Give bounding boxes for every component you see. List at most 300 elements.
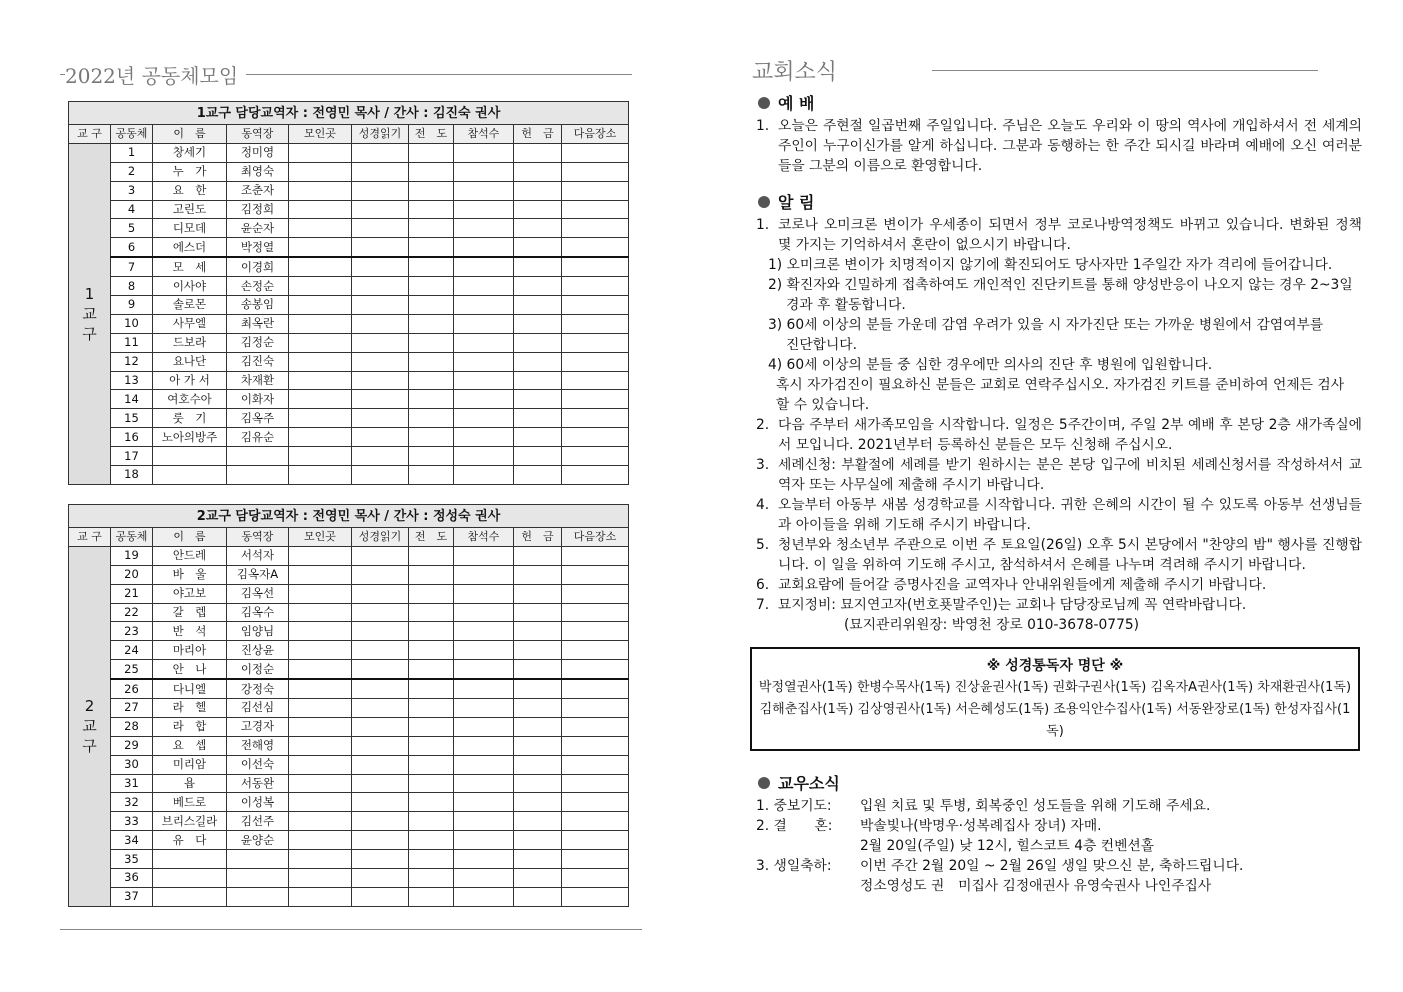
blank-cell[interactable]	[514, 371, 562, 390]
blank-cell[interactable]	[352, 717, 409, 736]
blank-cell[interactable]	[352, 409, 409, 428]
blank-cell[interactable]	[289, 774, 352, 793]
blank-cell[interactable]	[454, 584, 514, 603]
table-row	[69, 774, 629, 793]
notice-item	[752, 415, 1362, 455]
blank-cell[interactable]	[352, 219, 409, 238]
table-row	[69, 390, 629, 409]
blank-cell[interactable]	[409, 409, 454, 428]
blank-cell[interactable]	[514, 447, 562, 466]
blank-cell[interactable]	[454, 774, 514, 793]
group-leader: 이선숙	[227, 755, 289, 774]
blank-cell[interactable]	[289, 314, 352, 333]
blank-cell[interactable]	[514, 565, 562, 584]
group-leader: 김옥수	[227, 603, 289, 622]
blank-cell[interactable]	[409, 546, 454, 565]
blank-cell[interactable]	[454, 314, 514, 333]
blank-cell[interactable]	[514, 699, 562, 718]
blank-cell[interactable]	[289, 622, 352, 641]
members-row-wedding	[752, 816, 1362, 836]
blank-cell[interactable]	[562, 466, 629, 485]
blank-cell[interactable]	[562, 277, 629, 296]
blank-cell[interactable]	[409, 774, 454, 793]
blank-cell[interactable]	[454, 717, 514, 736]
bible-box-title: ※ 성경통독자 명단 ※	[986, 658, 1124, 674]
blank-cell[interactable]	[562, 352, 629, 371]
item-text: 교회요람에 들어갈 증명사진을 교역자나 안내위원들에게 제출해 주시기 바랍니다.	[778, 577, 1267, 593]
blank-cell[interactable]	[352, 352, 409, 371]
blank-cell[interactable]	[562, 793, 629, 812]
group-number: 22	[111, 603, 153, 622]
blank-cell[interactable]	[562, 409, 629, 428]
blank-cell[interactable]	[289, 641, 352, 660]
blank-cell[interactable]	[352, 333, 409, 352]
blank-cell[interactable]	[409, 850, 454, 869]
blank-cell[interactable]	[514, 736, 562, 755]
blank-cell[interactable]	[352, 546, 409, 565]
blank-cell[interactable]	[409, 466, 454, 485]
blank-cell[interactable]	[562, 257, 629, 276]
blank-cell[interactable]	[454, 238, 514, 257]
blank-cell[interactable]	[562, 717, 629, 736]
row-value: 박솔빛나(박명우·성복례집사 장녀) 자매.	[860, 818, 1102, 834]
blank-cell[interactable]	[409, 755, 454, 774]
worship-heading	[758, 91, 1362, 114]
blank-cell[interactable]	[514, 219, 562, 238]
blank-cell[interactable]	[562, 162, 629, 181]
blank-cell[interactable]	[289, 603, 352, 622]
table-row	[69, 622, 629, 641]
group-leader: 김정순	[227, 333, 289, 352]
blank-cell[interactable]	[409, 622, 454, 641]
blank-cell[interactable]	[409, 200, 454, 219]
blank-cell[interactable]	[514, 546, 562, 565]
blank-cell[interactable]	[352, 181, 409, 200]
column-header: 모인곳	[289, 125, 352, 144]
blank-cell[interactable]	[514, 352, 562, 371]
blank-cell[interactable]	[289, 219, 352, 238]
blank-cell[interactable]	[289, 428, 352, 447]
blank-cell[interactable]	[454, 641, 514, 660]
blank-cell[interactable]	[514, 428, 562, 447]
column-header: 교 구	[69, 528, 111, 547]
group-name: 안 나	[153, 660, 227, 679]
blank-cell[interactable]	[409, 447, 454, 466]
group-leader: 김유순	[227, 428, 289, 447]
table-row	[69, 641, 629, 660]
blank-cell[interactable]	[289, 333, 352, 352]
blank-cell[interactable]	[454, 850, 514, 869]
blank-cell[interactable]	[514, 793, 562, 812]
blank-cell[interactable]	[289, 831, 352, 850]
blank-cell[interactable]	[409, 390, 454, 409]
blank-cell[interactable]	[409, 143, 454, 162]
notice-sub-3-cont: 진단합니다.	[786, 337, 858, 353]
table-row	[69, 850, 629, 869]
blank-cell[interactable]	[562, 296, 629, 315]
district-band	[69, 102, 629, 125]
blank-cell[interactable]	[352, 887, 409, 906]
column-header: 교 구	[69, 125, 111, 144]
notice-sub-3: 3) 60세 이상의 분들 가운데 감염 우려가 있을 시 자가진단 또는 가까운 병원에서 감염여부를	[768, 317, 1324, 333]
blank-cell[interactable]	[514, 755, 562, 774]
blank-cell[interactable]	[514, 641, 562, 660]
blank-cell[interactable]	[514, 314, 562, 333]
blank-cell[interactable]	[514, 181, 562, 200]
blank-cell[interactable]	[409, 641, 454, 660]
blank-cell[interactable]	[352, 774, 409, 793]
group-name: 다니엘	[153, 679, 227, 698]
district-band-text: 1교구 담당교역자 : 전영민 목사 / 간사 : 김진숙 권사	[69, 102, 629, 125]
blank-cell[interactable]	[409, 296, 454, 315]
district1-table	[68, 101, 629, 485]
blank-cell[interactable]	[514, 409, 562, 428]
table-row	[69, 736, 629, 755]
blank-cell[interactable]	[514, 390, 562, 409]
blank-cell[interactable]	[562, 546, 629, 565]
blank-cell[interactable]	[454, 603, 514, 622]
blank-cell[interactable]	[289, 409, 352, 428]
blank-cell[interactable]	[289, 371, 352, 390]
blank-cell[interactable]	[352, 162, 409, 181]
blank-cell[interactable]	[352, 869, 409, 888]
blank-cell[interactable]	[514, 660, 562, 679]
blank-cell[interactable]	[289, 736, 352, 755]
group-name: 고린도	[153, 200, 227, 219]
blank-cell[interactable]	[352, 622, 409, 641]
blank-cell[interactable]	[352, 831, 409, 850]
blank-cell[interactable]	[454, 447, 514, 466]
blank-cell[interactable]	[289, 447, 352, 466]
group-leader: 고경자	[227, 717, 289, 736]
blank-cell[interactable]	[352, 812, 409, 831]
table-row	[69, 333, 629, 352]
blank-cell[interactable]	[562, 755, 629, 774]
blank-cell[interactable]	[562, 603, 629, 622]
blank-cell[interactable]	[409, 793, 454, 812]
blank-cell[interactable]	[562, 181, 629, 200]
blank-cell[interactable]	[352, 565, 409, 584]
blank-cell[interactable]	[454, 660, 514, 679]
notice-sub-4: 4) 60세 이상의 분들 중 심한 경우에만 의사의 진단 후 병원에 입원합니다.	[768, 357, 1213, 373]
blank-cell[interactable]	[289, 143, 352, 162]
blank-cell[interactable]	[514, 466, 562, 485]
blank-cell[interactable]	[454, 546, 514, 565]
blank-cell[interactable]	[562, 447, 629, 466]
blank-cell[interactable]	[352, 277, 409, 296]
blank-cell[interactable]	[289, 565, 352, 584]
blank-cell[interactable]	[454, 622, 514, 641]
blank-cell[interactable]	[514, 869, 562, 888]
item-number: 5.	[756, 537, 770, 553]
notice-heading-text: 알 림	[778, 193, 815, 212]
blank-cell[interactable]	[514, 679, 562, 698]
group-name: 요 셉	[153, 736, 227, 755]
column-header: 전 도	[409, 528, 454, 547]
blank-cell[interactable]	[289, 812, 352, 831]
group-number: 28	[111, 717, 153, 736]
blank-cell[interactable]	[562, 622, 629, 641]
blank-cell[interactable]	[409, 812, 454, 831]
blank-cell[interactable]	[289, 584, 352, 603]
blank-cell[interactable]	[562, 641, 629, 660]
group-number: 18	[111, 466, 153, 485]
blank-cell[interactable]	[514, 162, 562, 181]
item-text: 다음 주부터 새가족모임을 시작합니다. 일정은 5주간이며, 주일 2부 예배 후 본당 2층 새가족실에서 모입니다. 2021년부터 등록하신 분들은 모두 신청해 주십시오.	[778, 417, 1362, 453]
blank-cell[interactable]	[352, 200, 409, 219]
blank-cell[interactable]	[562, 219, 629, 238]
group-number: 20	[111, 565, 153, 584]
blank-cell[interactable]	[352, 143, 409, 162]
blank-cell[interactable]	[562, 428, 629, 447]
blank-cell[interactable]	[514, 277, 562, 296]
blank-cell[interactable]	[562, 850, 629, 869]
bullet-icon	[758, 196, 770, 208]
blank-cell[interactable]	[514, 622, 562, 641]
blank-cell[interactable]	[409, 603, 454, 622]
table-row	[69, 409, 629, 428]
blank-cell[interactable]	[352, 660, 409, 679]
blank-cell[interactable]	[562, 565, 629, 584]
blank-cell[interactable]	[562, 774, 629, 793]
blank-cell[interactable]	[289, 352, 352, 371]
blank-cell[interactable]	[289, 699, 352, 718]
group-number: 6	[111, 238, 153, 257]
blank-cell[interactable]	[409, 277, 454, 296]
blank-cell[interactable]	[562, 812, 629, 831]
group-name: 유 다	[153, 831, 227, 850]
blank-cell[interactable]	[409, 219, 454, 238]
blank-cell[interactable]	[409, 257, 454, 276]
blank-cell[interactable]	[514, 333, 562, 352]
blank-cell[interactable]	[352, 793, 409, 812]
members-heading-text: 교우소식	[778, 774, 840, 793]
blank-cell[interactable]	[514, 143, 562, 162]
blank-cell[interactable]	[352, 314, 409, 333]
blank-cell[interactable]	[352, 699, 409, 718]
group-leader: 윤양순	[227, 831, 289, 850]
blank-cell[interactable]	[352, 257, 409, 276]
blank-cell[interactable]	[562, 736, 629, 755]
blank-cell[interactable]	[562, 699, 629, 718]
blank-cell[interactable]	[289, 257, 352, 276]
blank-cell[interactable]	[454, 812, 514, 831]
blank-cell[interactable]	[454, 428, 514, 447]
blank-cell[interactable]	[409, 162, 454, 181]
district-band-text: 2교구 담당교역자 : 전영민 목사 / 간사 : 정성숙 권사	[69, 505, 629, 528]
blank-cell[interactable]	[289, 162, 352, 181]
blank-cell[interactable]	[352, 641, 409, 660]
blank-cell[interactable]	[562, 831, 629, 850]
blank-cell[interactable]	[352, 850, 409, 869]
blank-cell[interactable]	[514, 850, 562, 869]
blank-cell[interactable]	[352, 390, 409, 409]
group-number: 37	[111, 887, 153, 906]
group-leader: 최영숙	[227, 162, 289, 181]
blank-cell[interactable]	[562, 584, 629, 603]
blank-cell[interactable]	[289, 238, 352, 257]
blank-cell[interactable]	[562, 887, 629, 906]
blank-cell[interactable]	[454, 333, 514, 352]
blank-cell[interactable]	[352, 447, 409, 466]
blank-cell[interactable]	[454, 699, 514, 718]
blank-cell[interactable]	[454, 371, 514, 390]
blank-cell[interactable]	[352, 428, 409, 447]
blank-cell[interactable]	[562, 679, 629, 698]
blank-cell[interactable]	[409, 428, 454, 447]
table-row	[69, 603, 629, 622]
blank-cell[interactable]	[289, 390, 352, 409]
blank-cell[interactable]	[409, 314, 454, 333]
members-row-birthday	[752, 856, 1362, 876]
blank-cell[interactable]	[454, 277, 514, 296]
blank-cell[interactable]	[514, 296, 562, 315]
blank-cell[interactable]	[514, 238, 562, 257]
group-number: 17	[111, 447, 153, 466]
group-number: 4	[111, 200, 153, 219]
blank-cell[interactable]	[562, 333, 629, 352]
blank-cell[interactable]	[454, 755, 514, 774]
blank-cell[interactable]	[454, 352, 514, 371]
blank-cell[interactable]	[514, 257, 562, 276]
item-number: 6.	[756, 577, 770, 593]
blank-cell[interactable]	[409, 333, 454, 352]
group-number: 27	[111, 699, 153, 718]
blank-cell[interactable]	[352, 466, 409, 485]
blank-cell[interactable]	[514, 831, 562, 850]
blank-cell[interactable]	[409, 736, 454, 755]
blank-cell[interactable]	[454, 181, 514, 200]
blank-cell[interactable]	[352, 584, 409, 603]
blank-cell[interactable]	[454, 736, 514, 755]
district-label: 1 교 구	[69, 143, 111, 484]
column-header: 모인곳	[289, 528, 352, 547]
notice-item-7-cont: (묘지관리위원장: 박영천 장로 010-3678-0775)	[844, 617, 1140, 633]
blank-cell[interactable]	[409, 371, 454, 390]
blank-cell[interactable]	[289, 887, 352, 906]
blank-cell[interactable]	[289, 181, 352, 200]
blank-cell[interactable]	[562, 143, 629, 162]
table-row	[69, 887, 629, 906]
blank-cell[interactable]	[289, 546, 352, 565]
blank-cell[interactable]	[562, 660, 629, 679]
group-name: 룻 기	[153, 409, 227, 428]
blank-cell[interactable]	[454, 565, 514, 584]
blank-cell[interactable]	[562, 371, 629, 390]
item-text: 오늘은 주현절 일곱번째 주일입니다. 주님은 오늘도 우리와 이 땅의 역사에 개입하셔서 전 세계의 주인이 누구이신가를 알게 하십니다. 그분과 동행하는 한 주간 되시길 바라며 예배에 오신 여러분들을 그분의 이름으로 환영합니다.	[778, 118, 1362, 174]
group-number: 10	[111, 314, 153, 333]
blank-cell[interactable]	[409, 584, 454, 603]
blank-cell[interactable]	[409, 831, 454, 850]
blank-cell[interactable]	[454, 390, 514, 409]
blank-cell[interactable]	[562, 390, 629, 409]
blank-cell[interactable]	[409, 679, 454, 698]
group-name: 사무엘	[153, 314, 227, 333]
blank-cell[interactable]	[514, 200, 562, 219]
group-name: 바 울	[153, 565, 227, 584]
blank-cell[interactable]	[514, 812, 562, 831]
blank-cell[interactable]	[289, 793, 352, 812]
blank-cell[interactable]	[289, 850, 352, 869]
blank-cell[interactable]	[454, 466, 514, 485]
table-row	[69, 565, 629, 584]
blank-cell[interactable]	[409, 181, 454, 200]
blank-cell[interactable]	[289, 679, 352, 698]
blank-cell[interactable]	[409, 717, 454, 736]
blank-cell[interactable]	[454, 887, 514, 906]
blank-cell[interactable]	[352, 679, 409, 698]
group-name: 마리아	[153, 641, 227, 660]
group-number: 1	[111, 143, 153, 162]
blank-cell[interactable]	[289, 869, 352, 888]
blank-cell[interactable]	[454, 219, 514, 238]
table-row	[69, 143, 629, 162]
blank-cell[interactable]	[289, 277, 352, 296]
group-leader: 김진숙	[227, 352, 289, 371]
blank-cell[interactable]	[454, 200, 514, 219]
blank-cell[interactable]	[454, 793, 514, 812]
blank-cell[interactable]	[352, 603, 409, 622]
blank-cell[interactable]	[352, 296, 409, 315]
column-header: 다음장소	[562, 125, 629, 144]
blank-cell[interactable]	[409, 869, 454, 888]
blank-cell[interactable]	[454, 162, 514, 181]
blank-cell[interactable]	[289, 660, 352, 679]
blank-cell[interactable]	[562, 238, 629, 257]
bullet-icon	[758, 777, 770, 789]
blank-cell[interactable]	[454, 296, 514, 315]
blank-cell[interactable]	[562, 869, 629, 888]
blank-cell[interactable]	[454, 257, 514, 276]
blank-cell[interactable]	[562, 314, 629, 333]
item-text: 코로나 오미크론 변이가 우세종이 되면서 정부 코로나방역정책도 바뀌고 있습니다. 변화된 정책 몇 가지는 기억하셔서 혼란이 없으시기 바랍니다.	[778, 217, 1362, 253]
blank-cell[interactable]	[352, 371, 409, 390]
blank-cell[interactable]	[289, 296, 352, 315]
blank-cell[interactable]	[352, 238, 409, 257]
blank-cell[interactable]	[409, 660, 454, 679]
blank-cell[interactable]	[409, 238, 454, 257]
blank-cell[interactable]	[289, 466, 352, 485]
blank-cell[interactable]	[409, 352, 454, 371]
right-page	[752, 55, 1362, 896]
group-number: 21	[111, 584, 153, 603]
blank-cell[interactable]	[289, 717, 352, 736]
blank-cell[interactable]	[454, 869, 514, 888]
blank-cell[interactable]	[352, 755, 409, 774]
blank-cell[interactable]	[409, 699, 454, 718]
blank-cell[interactable]	[352, 736, 409, 755]
item-number: 3.	[756, 457, 770, 473]
blank-cell[interactable]	[409, 565, 454, 584]
blank-cell[interactable]	[454, 409, 514, 428]
group-name: 베드로	[153, 793, 227, 812]
blank-cell[interactable]	[514, 774, 562, 793]
blank-cell[interactable]	[514, 887, 562, 906]
blank-cell[interactable]	[514, 603, 562, 622]
blank-cell[interactable]	[409, 887, 454, 906]
row-value: 이번 주간 2월 20일 ~ 2월 26일 생일 맞으신 분, 축하드립니다.	[860, 858, 1244, 874]
blank-cell[interactable]	[454, 143, 514, 162]
blank-cell[interactable]	[289, 755, 352, 774]
blank-cell[interactable]	[514, 717, 562, 736]
blank-cell[interactable]	[289, 200, 352, 219]
group-leader: 서석자	[227, 546, 289, 565]
blank-cell[interactable]	[454, 831, 514, 850]
group-leader: 이정순	[227, 660, 289, 679]
blank-cell[interactable]	[562, 200, 629, 219]
blank-cell[interactable]	[454, 679, 514, 698]
blank-cell[interactable]	[514, 584, 562, 603]
